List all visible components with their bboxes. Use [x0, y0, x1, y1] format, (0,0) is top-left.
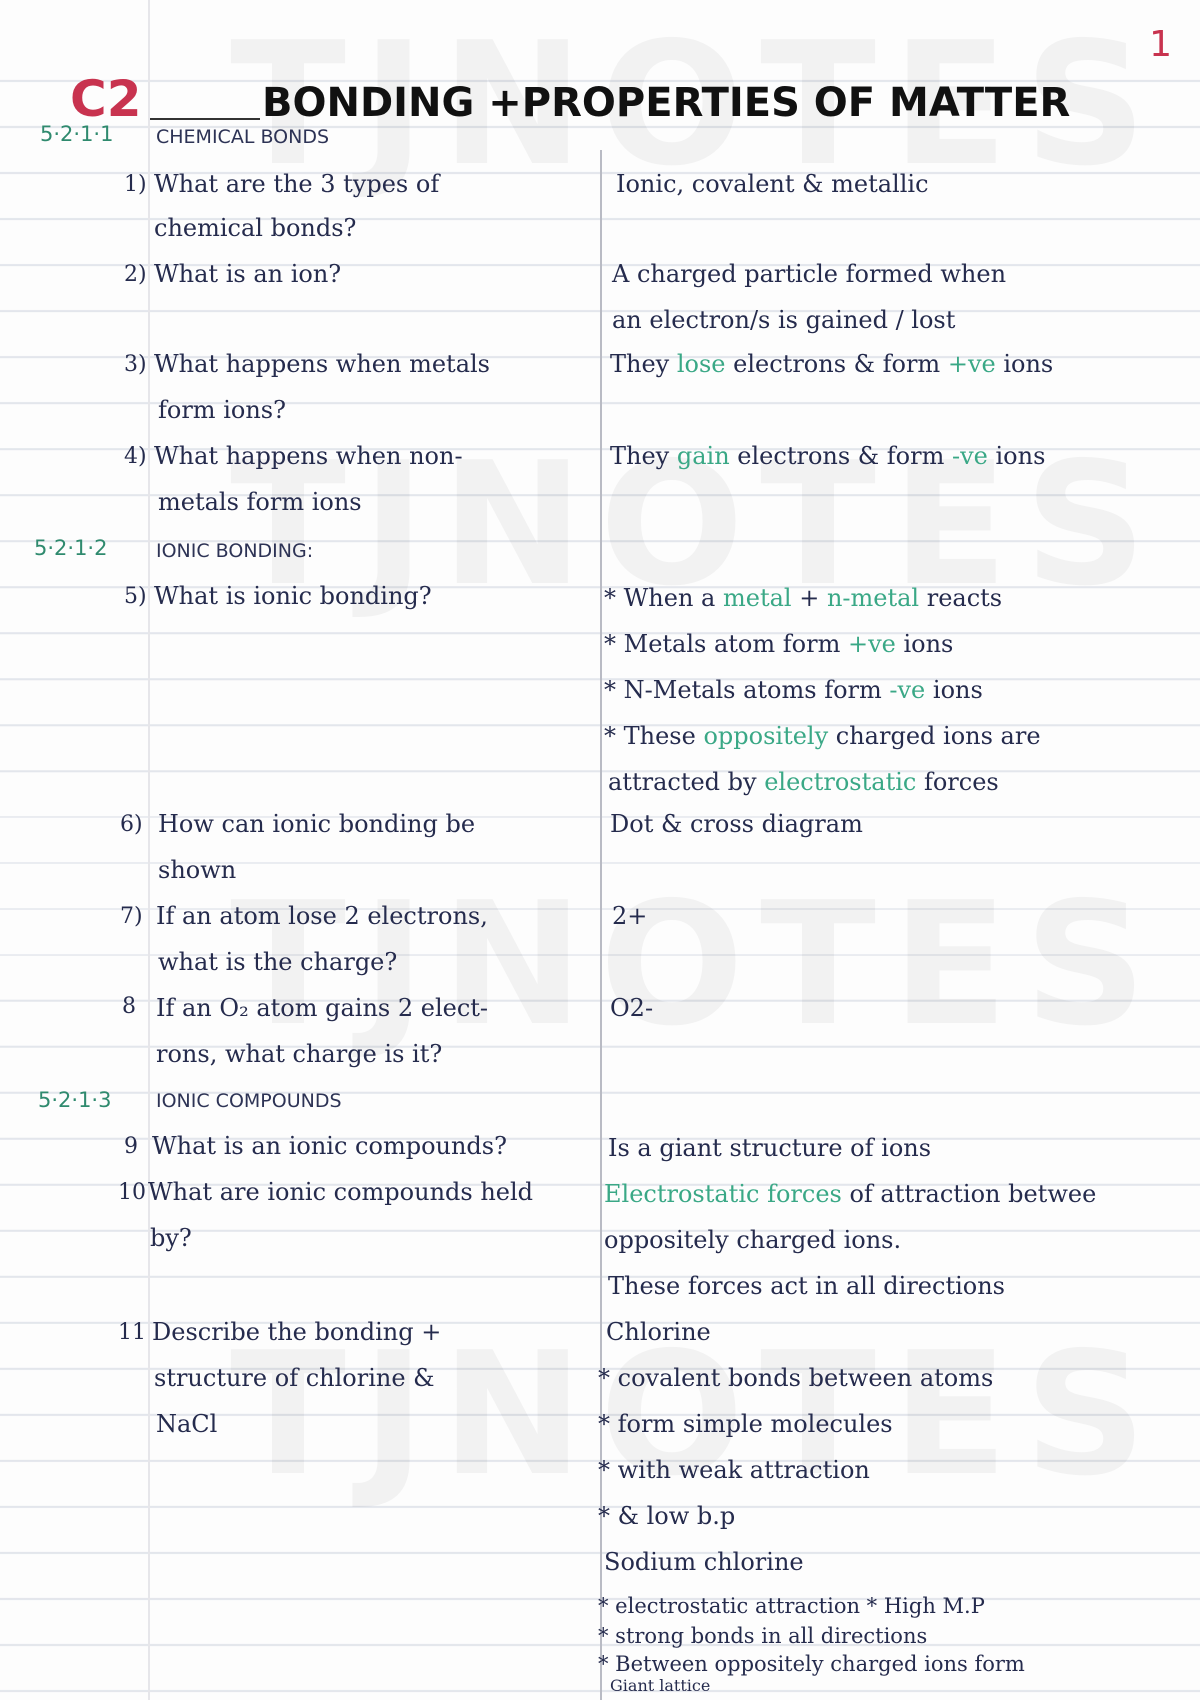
- answer-text: 2+: [612, 902, 648, 930]
- question-text: what is the charge?: [158, 948, 398, 976]
- question-text: If an O₂ atom gains 2 elect-: [156, 994, 489, 1022]
- section-heading: CHEMICAL BONDS: [156, 126, 330, 148]
- question-text: shown: [158, 856, 237, 884]
- answer-text: O2-: [610, 994, 654, 1022]
- answer-text: * covalent bonds between atoms: [598, 1364, 994, 1392]
- question-text: What happens when non-: [154, 442, 463, 470]
- question-number: 11: [118, 1320, 146, 1345]
- answer-text: * strong bonds in all directions: [598, 1624, 928, 1648]
- answer-text: These forces act in all directions: [608, 1272, 1005, 1300]
- question-number: 8: [122, 994, 136, 1019]
- question-text: What happens when metals: [154, 350, 490, 378]
- question-text: What are ionic compounds held: [148, 1178, 534, 1206]
- answer-text: * form simple molecules: [598, 1410, 893, 1438]
- question-text: structure of chlorine &: [154, 1364, 435, 1392]
- question-text: What is an ionic compounds?: [152, 1132, 507, 1160]
- question-text: What is an ion?: [154, 260, 342, 288]
- question-text: metals form ions: [158, 488, 362, 516]
- answer-text: * Metals atom form +ve ions: [604, 630, 954, 658]
- answer-text: attracted by electrostatic forces: [608, 768, 999, 796]
- section-heading: IONIC COMPOUNDS: [156, 1090, 342, 1112]
- answer-text: an electron/s is gained / lost: [612, 306, 956, 334]
- section-code: 5·2·1·3: [38, 1088, 112, 1112]
- answer-subheading: Chlorine: [606, 1318, 711, 1346]
- question-number: 6): [120, 812, 143, 837]
- answer-text: Is a giant structure of ions: [608, 1134, 932, 1162]
- section-code: 5·2·1·1: [40, 122, 114, 146]
- question-text: What is ionic bonding?: [154, 582, 432, 610]
- question-text: form ions?: [158, 396, 286, 424]
- question-text: How can ionic bonding be: [158, 810, 476, 838]
- answer-text: A charged particle formed when: [612, 260, 1007, 288]
- answer-text: * Between oppositely charged ions form: [598, 1652, 1025, 1676]
- answer-text: Ionic, covalent & metallic: [616, 170, 929, 198]
- answer-text: * When a metal + n-metal reacts: [604, 584, 1003, 612]
- answer-text: * electrostatic attraction * High M.P: [598, 1594, 985, 1618]
- answer-text: They gain electrons & form -ve ions: [610, 442, 1046, 470]
- question-number: 4): [124, 444, 147, 469]
- question-text: chemical bonds?: [154, 214, 357, 242]
- question-text: NaCl: [156, 1410, 218, 1438]
- answer-text: * with weak attraction: [598, 1456, 870, 1484]
- question-number: 5): [124, 584, 147, 609]
- question-text: What are the 3 types of: [154, 170, 440, 198]
- question-text: Describe the bonding +: [152, 1318, 442, 1346]
- answer-text: Dot & cross diagram: [610, 810, 863, 838]
- margin-line: [148, 0, 150, 1700]
- question-number: 9: [124, 1134, 138, 1159]
- page-title: BONDING +PROPERTIES OF MATTER: [262, 80, 1071, 126]
- answer-text: Giant lattice: [610, 1676, 711, 1695]
- question-text: by?: [150, 1224, 192, 1252]
- section-code: 5·2·1·2: [34, 536, 108, 560]
- page-number: 1: [1149, 24, 1172, 65]
- question-number: 7): [120, 904, 143, 929]
- answer-text: * N-Metals atoms form -ve ions: [604, 676, 983, 704]
- answer-text: * These oppositely charged ions are: [604, 722, 1041, 750]
- question-number: 10: [118, 1180, 146, 1205]
- answer-text: * & low b.p: [598, 1502, 736, 1530]
- question-text: If an atom lose 2 electrons,: [156, 902, 488, 930]
- title-underline: [150, 118, 260, 120]
- topic-code: C2: [70, 70, 142, 128]
- answer-text: oppositely charged ions.: [604, 1226, 902, 1254]
- question-number: 3): [124, 352, 147, 377]
- answer-text: Electrostatic forces of attraction betwee: [604, 1180, 1097, 1208]
- answer-text: They lose electrons & form +ve ions: [610, 350, 1054, 378]
- question-number: 1): [124, 172, 147, 197]
- section-heading: IONIC BONDING:: [156, 540, 314, 562]
- question-text: rons, what charge is it?: [156, 1040, 443, 1068]
- question-number: 2): [124, 262, 147, 287]
- answer-subheading: Sodium chlorine: [604, 1548, 804, 1576]
